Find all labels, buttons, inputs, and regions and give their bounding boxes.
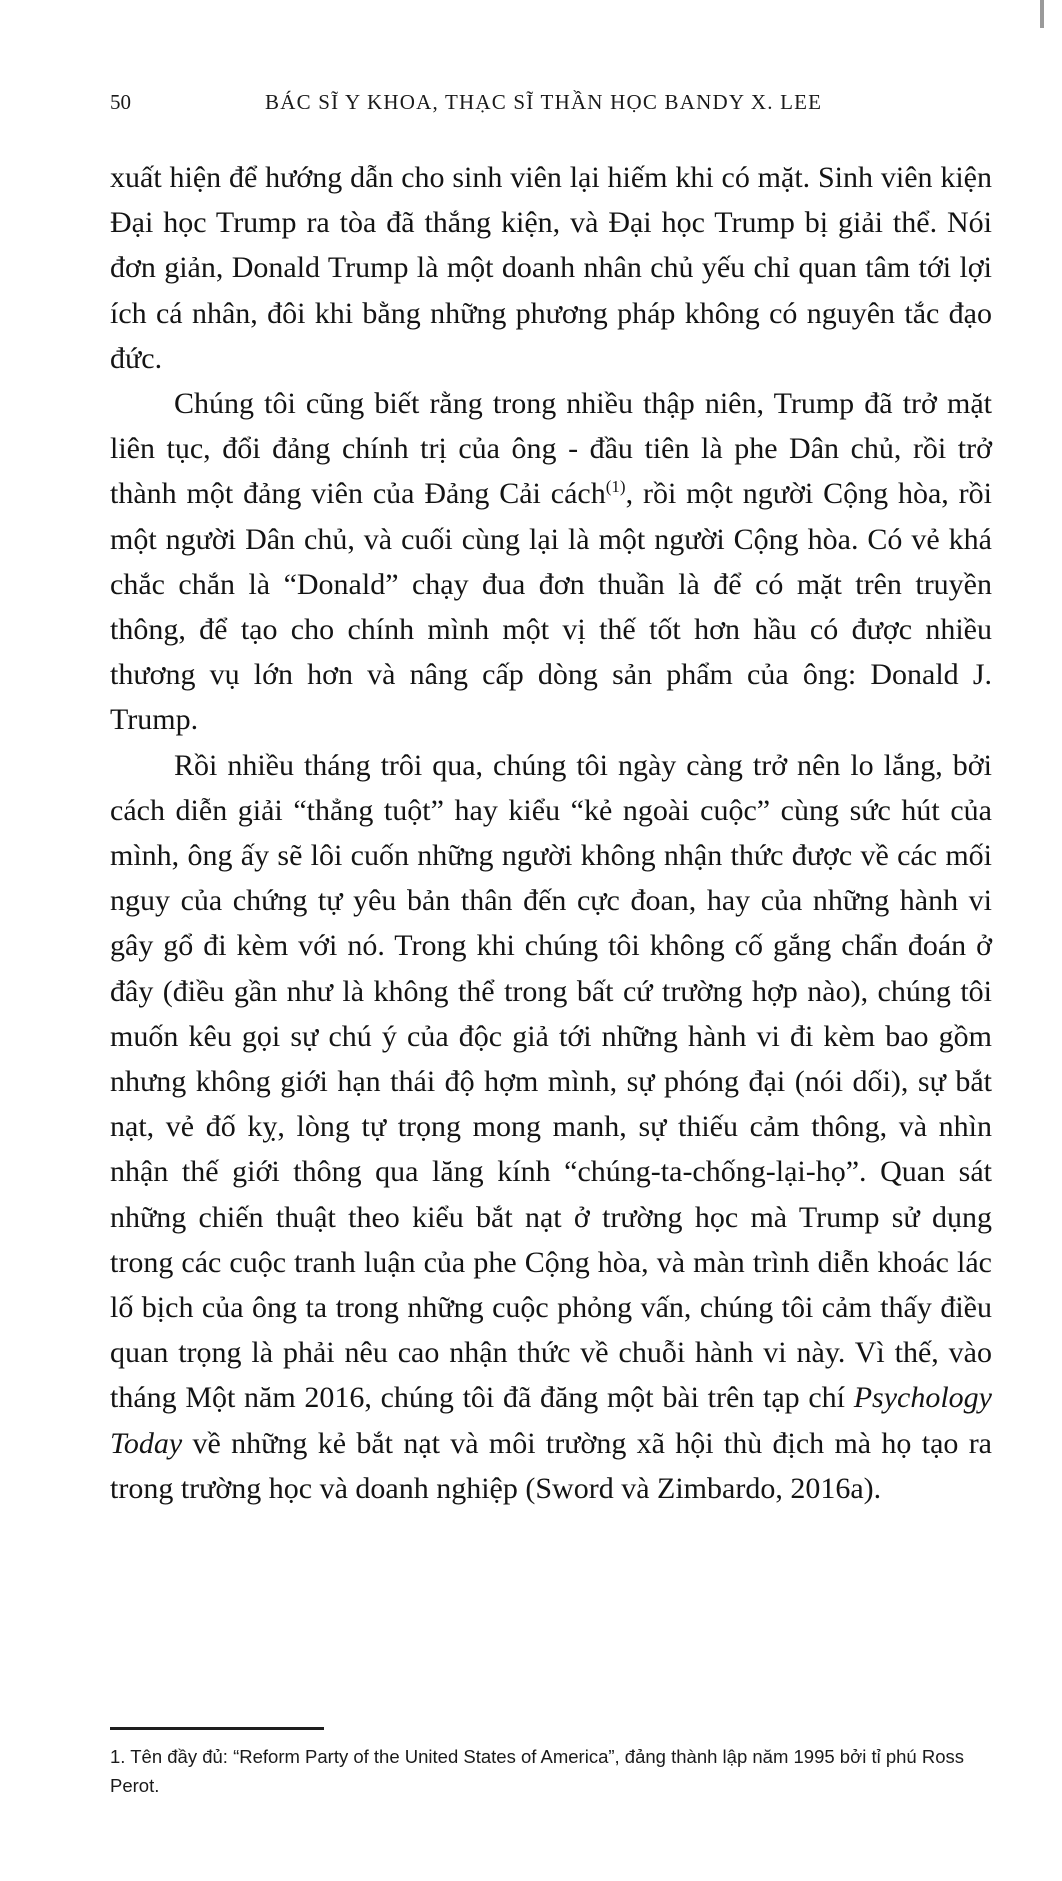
running-header <box>110 90 1000 120</box>
paragraph-text: , rồi một người Cộng hòa, rồi một người Dân chủ, và cuối cùng lại là một người Cộng hòa. Có vẻ khá chắc chắn là “Donald” chạy đua đơn thuần là để có mặt trên truyền thông, để tạo cho chính mình một vị thế tốt hơn hầu có được nhiều thương vụ lớn hơn và nâng cấp dòng sản phẩm của ông: Donald J. Trump. <box>110 477 992 737</box>
magazine-title: Psychology Today <box>110 1381 992 1460</box>
body-text <box>110 155 992 1511</box>
paragraph-text: Chúng tôi cũng biết rằng trong nhiều thập niên, Trump đã trở mặt liên tục, đổi đảng chính trị của ông - đầu tiên là phe Dân chủ, rồi trở thành một đảng viên của Đảng Cải cách <box>110 387 992 511</box>
page-number: 50 <box>110 90 131 114</box>
paragraph-text: về những kẻ bắt nạt và môi trường xã hội thù địch mà họ tạo ra trong trường học và doanh nghiệp (Sword và Zimbardo, 2016a). <box>110 1426 992 1505</box>
paragraph <box>110 743 992 1511</box>
footnotes <box>110 1742 990 1800</box>
scan-edge-mark <box>1040 0 1044 28</box>
paragraph-text: Rồi nhiều tháng trôi qua, chúng tôi ngày càng trở nên lo lắng, bởi cách diễn giải “thẳng tuột” hay kiểu “kẻ ngoài cuộc” cùng sức hút của mình, ông ấy sẽ lôi cuốn những người không nhận thức được về các mối nguy của chứng tự yêu bản thân đến cực đoan, hay của những hành vi gây gổ đi kèm với nó. Trong khi chúng tôi không cố gắng chẩn đoán ở đây (điều gần như là không thể trong bất cứ trường hợp nào), chúng tôi muốn kêu gọi sự chú ý của độc giả tới những hành vi đi kèm bao gồm nhưng không giới hạn thái độ hợm mình, sự phóng đại (nói dối), sự bắt nạt, vẻ đố kỵ, lòng tự trọng mong manh, sự thiếu cảm thông, và nhìn nhận thế giới thông qua lăng kính “chúng-ta-chống-lại-họ”. Quan sát những chiến thuật theo kiểu bắt nạt ở trường học mà Trump sử dụng trong các cuộc tranh luận của phe Cộng hòa, và màn trình diễn khoác lác lố bịch của ông ta trong những cuộc phỏng vấn, chúng tôi cảm thấy điều quan trọng là phải nêu cao nhận thức về chuỗi hành vi này. Vì thế, vào tháng Một năm 2016, chúng tôi đã đăng một bài trên tạp chí <box>110 748 992 1415</box>
footnote-divider <box>110 1727 324 1730</box>
footnote: 1. Tên đầy đủ: “Reform Party of the United States of America”, đảng thành lập năm 1995 bởi tỉ phú Ross Perot. <box>110 1746 965 1796</box>
book-header: BÁC SĨ Y KHOA, THẠC SĨ THẦN HỌC BANDY X. LEE <box>265 90 823 114</box>
footnote-reference: (1) <box>605 477 626 497</box>
paragraph: xuất hiện để hướng dẫn cho sinh viên lại hiếm khi có mặt. Sinh viên kiện Đại học Trump ra tòa đã thắng kiện, và Đại học Trump bị giải thể. Nói đơn giản, Donald Trump là một doanh nhân chủ yếu chỉ quan tâm tới lợi ích cá nhân, đôi khi bằng những phương pháp không có nguyên tắc đạo đức. <box>110 161 992 375</box>
paragraph <box>110 381 992 743</box>
